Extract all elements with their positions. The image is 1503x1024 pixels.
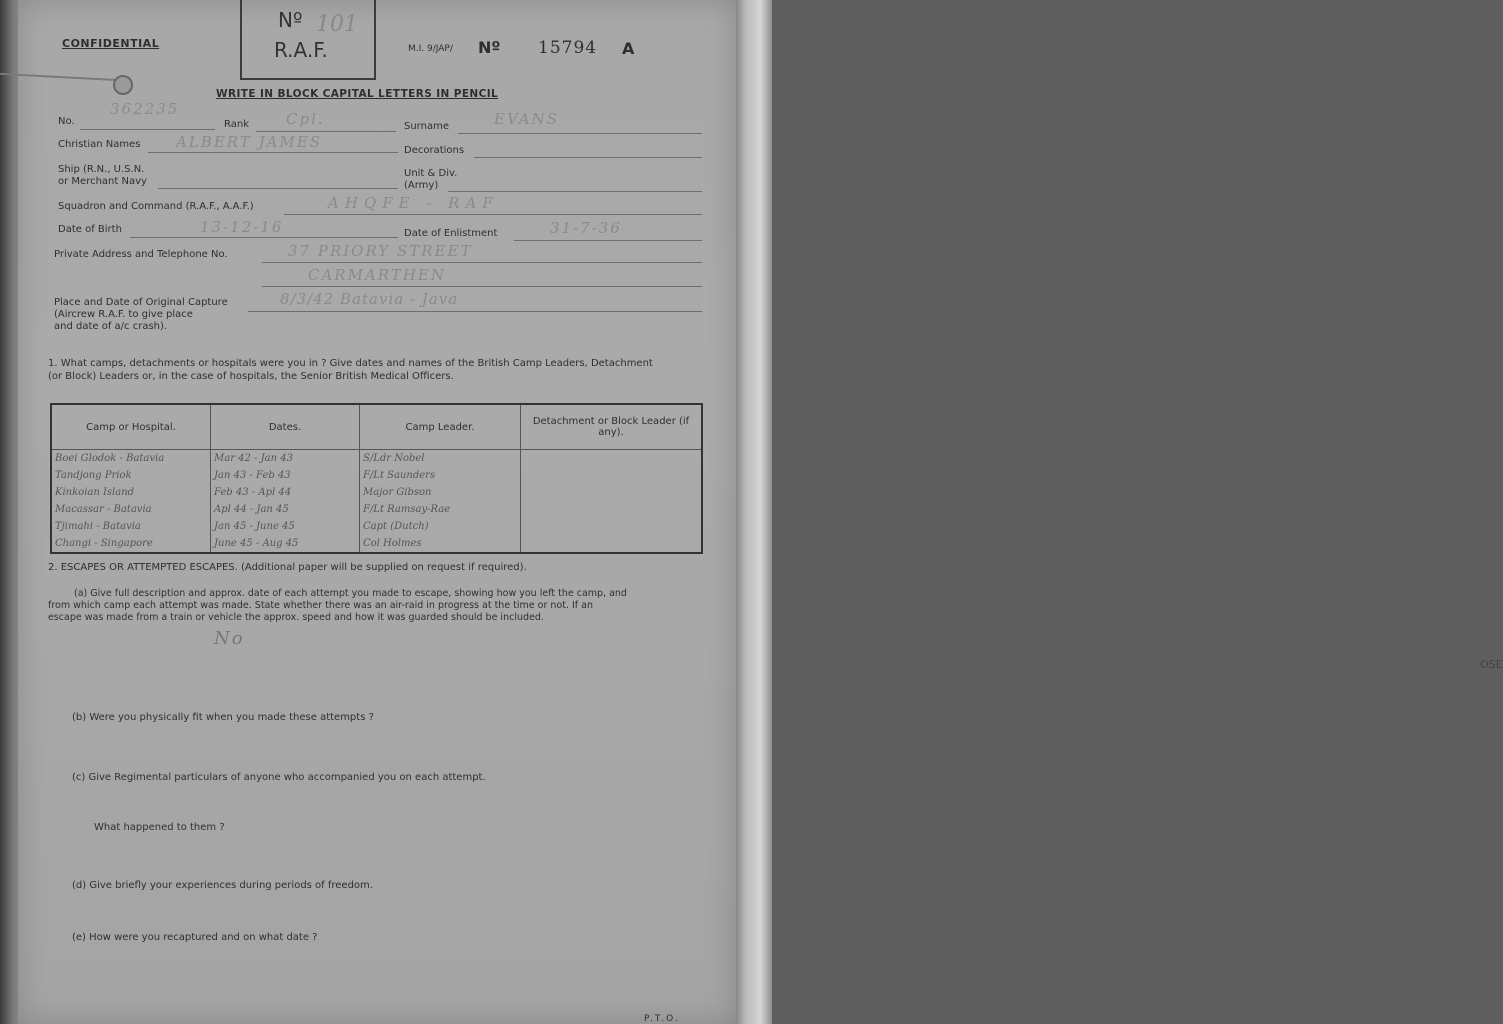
serial-number: 15794 [538,38,598,58]
camps-table [50,403,703,554]
christian-names-value: ALBERT JAMES [176,133,322,151]
surname-label: Surname [404,121,449,132]
header-detachment-leader: Detachment or Block Leader (if any). [521,404,703,450]
question-2a-line-1: (a) Give full description and approx. date of each attempt you made to escape, showing how you left the camp, and [74,588,627,599]
dates-cell: Mar 42 - Jan 43 [211,450,360,468]
capture-value: 8/3/42 Batavia - Java [280,290,459,308]
form-instruction: WRITE IN BLOCK CAPITAL LETTERS IN PENCIL [216,88,499,100]
enlistment-value: 31-7-36 [550,219,622,237]
squadron-label: Squadron and Command (R.A.F., A.A.F.) [58,201,254,212]
pto-label: P.T.O. [644,1014,680,1024]
detachment-cell [521,501,703,518]
camp-cell: Tandjong Priok [51,467,211,484]
dates-cell: Jan 45 - June 45 [211,518,360,535]
question-1-line-2: (or Block) Leaders or, in the case of hospitals, the Senior British Medical Officers. [48,370,454,382]
stamp-raf: R.A.F. [274,38,328,62]
question-2b: (b) Were you physically fit when you made these attempts ? [72,712,374,723]
leader-cell: Capt (Dutch) [360,518,521,535]
surname-value: EVANS [494,110,559,128]
dates-cell: June 45 - Aug 45 [211,535,360,553]
address-value-1: 37 PRIORY STREET [288,242,473,260]
leader-cell: S/Ldr Nobel [360,450,521,468]
edge-text: OSE [1480,658,1503,671]
number-symbol: Nº [478,38,501,57]
no-value: 362235 [110,100,180,118]
camp-cell: Kinkoian Island [51,484,211,501]
detachment-cell [521,484,703,501]
table-row [51,484,702,501]
question-2e: (e) How were you recaptured and on what date ? [72,932,318,943]
unit-label-1: Unit & Div. [404,168,458,179]
detachment-cell [521,518,703,535]
stamp-no: Nº [278,8,303,32]
detachment-cell [521,467,703,484]
question-2a-line-3: escape was made from a train or vehicle the approx. speed and how it was guarded should be included. [48,612,544,623]
mi-reference: M.I. 9/JAP/ [408,44,453,54]
detachment-cell [521,450,703,468]
leader-cell: Col Holmes [360,535,521,553]
raf-stamp [240,0,376,80]
stamp-handwritten-number: 101 [316,12,358,37]
enlistment-label: Date of Enlistment [404,228,498,239]
question-2a-line-2: from which camp each attempt was made. State whether there was an air-raid in progress at the time or not. If an [48,600,594,611]
header-dates: Dates. [211,404,360,450]
leader-cell: F/Lt Saunders [360,467,521,484]
table-row [51,501,702,518]
dates-cell: Jan 43 - Feb 43 [211,467,360,484]
question-2c: (c) Give Regimental particulars of anyone who accompanied you on each attempt. [72,772,486,783]
header-camp-leader: Camp Leader. [360,404,521,450]
camp-cell: Macassar - Batavia [51,501,211,518]
camps-table-header-row [51,404,702,450]
capture-label-2: (Aircrew R.A.F. to give place [54,309,193,320]
camp-cell: Boei Glodok - Batavia [51,450,211,468]
address-value-2: CARMARTHEN [308,266,446,284]
stacked-page-edges [734,0,1503,1024]
question-2-heading: 2. ESCAPES OR ATTEMPTED ESCAPES. (Additional paper will be supplied on request if required). [48,562,527,573]
header-camp: Camp or Hospital. [51,404,211,450]
rank-label: Rank [224,119,249,130]
form-sheet [18,0,736,1024]
table-row [51,518,702,535]
question-2a-answer: No [214,628,245,649]
dates-cell: Feb 43 - Apl 44 [211,484,360,501]
decorations-label: Decorations [404,145,465,156]
unit-label-2: (Army) [404,180,439,191]
dates-cell: Apl 44 - Jan 45 [211,501,360,518]
question-2d: (d) Give briefly your experiences during periods of freedom. [72,880,373,891]
capture-label-3: and date of a/c crash). [54,321,168,332]
squadron-value: AHQFE - RAF [328,194,499,212]
rank-value: Cpl. [286,110,325,128]
camp-cell: Changi - Singapore [51,535,211,553]
camp-cell: Tjimahi - Batavia [51,518,211,535]
ship-label-2: or Merchant Navy [58,176,147,187]
address-label: Private Address and Telephone No. [54,249,228,260]
no-label: No. [58,116,75,127]
question-2c-sub: What happened to them ? [94,822,225,833]
table-row [51,535,702,553]
christian-names-label: Christian Names [58,139,141,150]
serial-suffix: A [622,39,635,58]
detachment-cell [521,535,703,553]
question-1-line-1: 1. What camps, detachments or hospitals were you in ? Give dates and names of the British Camp Leaders, Detachment [48,358,653,369]
question-2a [48,588,732,624]
confidential-label: CONFIDENTIAL [62,37,160,50]
table-row [51,450,702,468]
ship-label-1: Ship (R.N., U.S.N. [58,164,145,175]
capture-label-1: Place and Date of Original Capture [54,297,228,308]
dob-label: Date of Birth [58,224,122,235]
table-row [51,467,702,484]
binding-eyelet [113,75,133,95]
dob-value: 13-12-16 [200,218,284,236]
question-1-text [48,358,728,383]
leader-cell: F/Lt Ramsay-Rae [360,501,521,518]
leader-cell: Major Gibson [360,484,521,501]
